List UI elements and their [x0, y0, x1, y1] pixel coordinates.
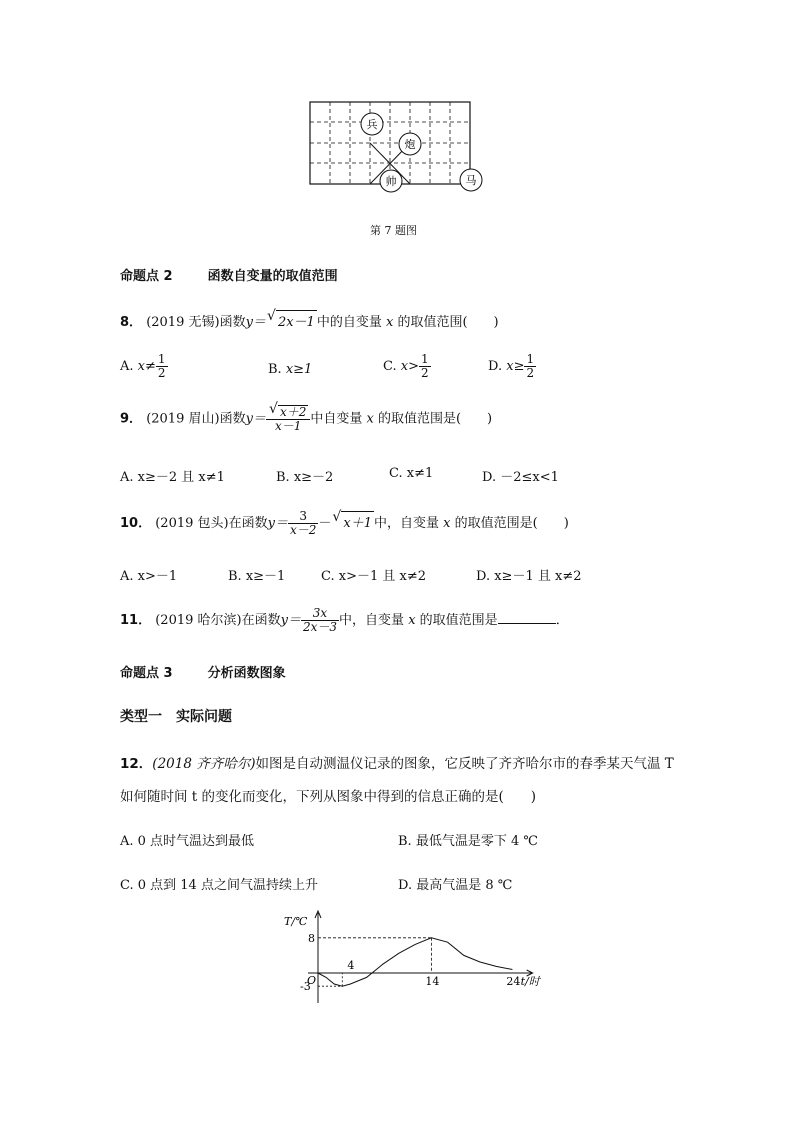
q11-stem-c: 的取值范围是: [419, 613, 498, 628]
figure-7-board: [300, 96, 500, 196]
piece-pao: [399, 133, 421, 155]
q10-option-a: A. x>－1: [120, 569, 178, 584]
q8-option-a: [120, 353, 168, 380]
q10-stem-a: 在函数: [228, 516, 268, 531]
q11-number: 11．: [120, 613, 152, 628]
q11-answer-blank: [498, 611, 556, 624]
q10-number: 10．: [120, 516, 152, 531]
x-tick-label-4: 4: [347, 959, 355, 972]
q8-option-d-den: 2: [526, 366, 535, 380]
q12-option-d: D. 最高气温是 8 ℃: [398, 878, 513, 893]
question-12-line-2: 如何随时间 t 的变化而变化，下列从图象中得到的信息正确的是( ): [120, 789, 537, 805]
chart-labels: [284, 915, 542, 993]
q8-y: y＝: [245, 315, 266, 330]
piece-ma-label: 马: [465, 174, 477, 187]
piece-bing-label: 兵: [366, 118, 378, 131]
q8-option-a-den: 2: [157, 366, 166, 380]
q8-option-b-label: B.: [268, 362, 282, 377]
q9-option-c: C. x≠1: [389, 466, 434, 481]
q10-y: y＝: [267, 516, 288, 531]
q8-option-d-label: D.: [488, 359, 503, 374]
q9-option-d: D. －2≤x<1: [482, 470, 559, 485]
question-12-line-1: [120, 752, 674, 772]
q11-y: y＝: [280, 613, 301, 628]
piece-pao-label: 炮: [404, 138, 416, 151]
q9-source: (2019 眉山): [146, 411, 220, 427]
y-tick-label-8: 8: [308, 931, 315, 945]
q8-option-c: [383, 353, 431, 380]
q10-var: x: [443, 516, 451, 531]
piece-ma: [460, 169, 482, 191]
q12-option-b: B. 最低气温是零下 4 ℃: [398, 834, 538, 849]
q8-stem-a: 函数: [219, 315, 246, 330]
q8-option-c-den: 2: [421, 366, 429, 380]
temperature-chart: [270, 905, 540, 1005]
section-3-heading: [120, 662, 286, 681]
q8-option-a-num: 1: [157, 352, 166, 366]
q10-minus: －: [318, 516, 332, 531]
q11-frac-den: 2x－3: [302, 620, 338, 634]
piece-bing: [361, 113, 383, 135]
q8-option-d-expr: x≥: [506, 359, 525, 374]
question-8: [120, 310, 499, 330]
q12-option-a: A. 0 点时气温达到最低: [120, 834, 255, 849]
q8-number: 8．: [120, 315, 143, 330]
q9-radicand: x＋2: [279, 405, 307, 419]
question-9: [120, 405, 492, 433]
q9-stem-c: 的取值范围是( ): [377, 411, 493, 427]
q9-stem-b: 中自变量: [310, 411, 363, 427]
section-3-label: 命题点 3: [120, 666, 173, 681]
q8-var: x: [385, 315, 394, 330]
q10-source: (2019 包头): [155, 516, 229, 531]
question-10: [120, 510, 569, 537]
q8-option-d: [488, 353, 536, 380]
q8-option-d-num: 1: [526, 352, 535, 366]
q10-option-b: B. x≥－1: [228, 569, 286, 584]
x-tick-label-14: 14: [425, 975, 440, 988]
q10-stem-c: 的取值范围是( ): [454, 516, 569, 531]
q11-end: ．: [555, 613, 569, 628]
origin-label: O: [307, 974, 317, 987]
q11-frac-num: 3x: [301, 607, 339, 621]
chart-axes: [308, 911, 533, 1003]
q8-option-c-label: C.: [383, 359, 397, 374]
q12-number: 12．: [120, 756, 153, 772]
section-3-title: 分析函数图象: [207, 666, 286, 681]
q12-source: (2018 齐齐哈尔): [152, 756, 256, 772]
q12-line-1-text: 如图是自动测温仪记录的图象，它反映了齐齐哈尔市的春季某天气温 T: [255, 756, 674, 772]
q9-number: 9．: [120, 411, 143, 427]
y-axis-label: T/℃: [284, 915, 308, 928]
q8-option-b: [268, 362, 312, 377]
q9-var: x: [366, 411, 374, 427]
piece-shuai-label: 帅: [385, 175, 397, 188]
q8-stem-b: 中的自变量: [316, 315, 382, 330]
q9-denominator: x－1: [274, 419, 302, 433]
q8-option-a-label: A.: [120, 359, 134, 374]
y-tick-label-minus-3: -3: [300, 980, 311, 994]
q10-option-c: C. x>－1 且 x≠2: [321, 569, 427, 584]
q8-option-a-expr: x≠: [137, 359, 156, 374]
q8-stem-c: 的取值范围( ): [397, 315, 499, 330]
q11-stem-a: 在函数: [241, 613, 281, 628]
q9-option-a: A. x≥－2 且 x≠1: [120, 470, 225, 485]
q9-stem-a: 函数: [219, 411, 246, 427]
q8-option-b-expr: x≥1: [285, 362, 313, 377]
q10-option-d: D. x≥－1 且 x≠2: [476, 569, 582, 584]
q10-frac-num: 3: [288, 510, 318, 524]
q8-option-c-num: 1: [421, 352, 429, 366]
q10-stem-b: 中，自变量: [374, 516, 440, 531]
q9-option-b: B. x≥－2: [276, 470, 334, 485]
q12-option-c: C. 0 点到 14 点之间气温持续上升: [120, 878, 318, 893]
q10-radicand: x＋1: [343, 516, 373, 531]
x-axis-label: t/时: [520, 975, 540, 988]
q8-source: (2019 无锡): [146, 315, 220, 330]
section-2-title: 函数自变量的取值范围: [207, 269, 338, 284]
section-2-label: 命题点 2: [120, 269, 173, 284]
q11-var: x: [408, 613, 416, 628]
q11-stem-b: 中，自变量: [339, 613, 405, 628]
piece-shuai: [380, 170, 402, 192]
q11-source: (2019 哈尔滨): [155, 613, 242, 628]
question-11: [120, 607, 569, 634]
x-tick-label-24: 24: [506, 975, 521, 988]
q8-option-c-expr: x>: [400, 359, 419, 374]
q9-y: y＝: [245, 411, 266, 427]
section-2-heading: [120, 265, 338, 284]
q10-frac-den: x－2: [289, 523, 317, 537]
figure-7-caption: 第 7 题图: [370, 224, 417, 237]
q8-radicand: 2x－1: [277, 315, 315, 330]
type-1-heading: 类型一 实际问题: [120, 709, 232, 725]
